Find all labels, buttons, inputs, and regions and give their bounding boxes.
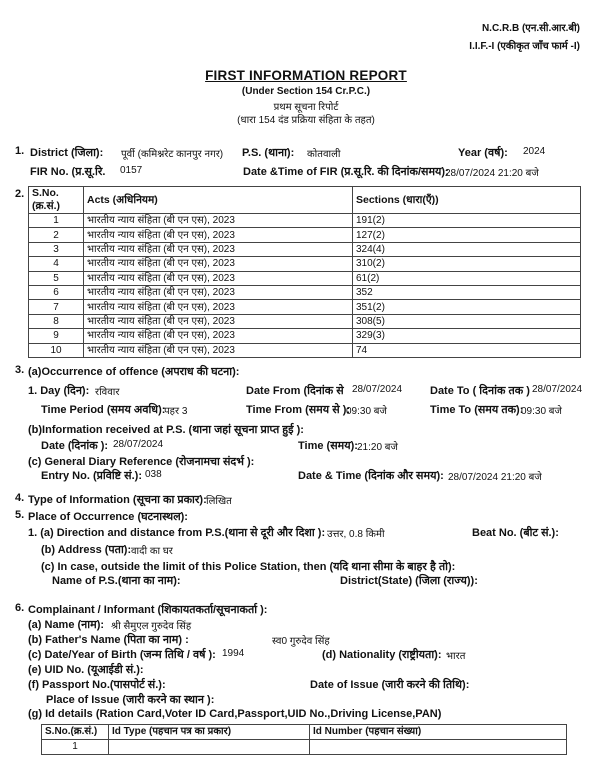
row-act: भारतीय न्याय संहिता (बी एन एस), 2023 — [84, 300, 353, 314]
iif-label: I.I.F.-I (एकीकृत जाँच फार्म -I) — [469, 41, 580, 52]
info-received-label: (b)Information received at P.S. (थाना जहां सूचना प्राप्त हुई ): — [28, 424, 304, 436]
date-to-value: 28/07/2024 — [532, 384, 583, 395]
table-row — [29, 285, 581, 299]
row-sno: 2 — [29, 228, 84, 242]
row-sno: 10 — [29, 343, 84, 357]
row-section: 324(4) — [353, 242, 581, 256]
beat-label: Beat No. (बीट सं.): — [472, 527, 559, 539]
row-act: भारतीय न्याय संहिता (बी एन एस), 2023 — [84, 228, 353, 242]
row-act: भारतीय न्याय संहिता (बी एन एस), 2023 — [84, 214, 353, 228]
row-sno: 9 — [29, 329, 84, 343]
father-name-value: स्व0 गुरुदेव सिंह — [272, 636, 330, 647]
table-row — [29, 343, 581, 357]
id-header-row — [42, 725, 567, 740]
direction-label: 1. (a) Direction and distance from P.S.(थाना से दूरी और दिशा ): — [28, 527, 326, 539]
diary-datetime-value: 28/07/2024 21:20 बजे — [448, 472, 542, 483]
ncrb-label: N.C.R.B (एन.सी.आर.बी) — [481, 23, 580, 34]
entry-no-value: 038 — [145, 469, 162, 480]
ps-label: P.S. (थाना): — [242, 147, 295, 159]
father-name-label: (b) Father's Name (पिता का नाम) : — [28, 634, 189, 646]
entry-no-label: Entry No. (प्रविष्टि सं.): — [41, 470, 142, 482]
diary-datetime-label: Date & Time (दिनांक और समय): — [298, 470, 444, 482]
row-section: 61(2) — [353, 271, 581, 285]
acts-col-sections: Sections (धारा(एँ)) — [353, 187, 581, 214]
id-row-type — [109, 740, 310, 755]
name-label: (a) Name (नाम): — [28, 619, 105, 631]
year-label: Year (वर्ष): — [458, 147, 508, 159]
row-act: भारतीय न्याय संहिता (बी एन एस), 2023 — [84, 329, 353, 343]
ps-name-label: Name of P.S.(थाना का नाम): — [52, 575, 181, 587]
direction-value: उत्तर, 0.8 किमी — [327, 529, 385, 540]
row-sno: 1 — [29, 214, 84, 228]
district-label: District (जिला): — [30, 147, 104, 159]
table-row — [29, 271, 581, 285]
dob-label: (c) Date/Year of Birth (जन्म तिथि / वर्ष ): — [28, 649, 216, 661]
hindi-title: प्रथम सूचना रिपोर्ट — [273, 102, 339, 113]
id-col-type: Id Type (पहचान पत्र का प्रकार) — [109, 725, 310, 740]
id-row-sno: 1 — [42, 740, 109, 755]
page-title: FIRST INFORMATION REPORT — [205, 68, 407, 83]
id-details-table — [41, 724, 567, 755]
outside-limit-label: (c) In case, outside the limit of this Police Station, then (यदि थाना सीमा के बाहर है तो): — [41, 561, 456, 573]
id-col-number: Id Number (पहचान संख्या) — [310, 725, 567, 740]
fir-datetime-value: 28/07/2024 21:20 बजे — [445, 168, 539, 179]
acts-col-sno: S.No. (क्र.सं.) — [29, 187, 84, 214]
row-section: 127(2) — [353, 228, 581, 242]
acts-col-acts: Acts (अधिनियम) — [84, 187, 353, 214]
row-act: भारतीय न्याय संहिता (बी एन एस), 2023 — [84, 285, 353, 299]
complainant-label: Complainant / Informant (शिकायतकर्ता/सूचनाकर्ता ): — [28, 604, 268, 616]
day-value: रविवार — [95, 387, 120, 398]
dob-value: 1994 — [222, 648, 245, 659]
table-row — [29, 242, 581, 256]
under-section: (Under Section 154 Cr.P.C.) — [241, 86, 371, 97]
nationality-label: (d) Nationality (राष्ट्रीयता): — [322, 649, 442, 661]
hindi-section: (धारा 154 दंड प्रक्रिया संहिता के तहत) — [237, 115, 375, 126]
row-section: 352 — [353, 285, 581, 299]
fir-value: 0157 — [120, 165, 143, 176]
row-act: भारतीय न्याय संहिता (बी एन एस), 2023 — [84, 343, 353, 357]
info-date-label: Date (दिनांक ): — [41, 440, 109, 452]
time-from-value: 09:30 बजे — [346, 406, 387, 417]
fir-label: FIR No. (प्र.सू.रि. — [30, 166, 106, 178]
table-row — [29, 314, 581, 328]
table-row — [42, 740, 567, 755]
time-from-label: Time From (समय से ): — [246, 404, 351, 416]
time-to-label: Time To (समय तक): — [430, 404, 524, 416]
id-col-sno: S.No.(क्र.सं.) — [42, 725, 109, 740]
issue-place-label: Place of Issue (जारी करने का स्थान ): — [46, 694, 215, 706]
info-time-label: Time (समय): — [298, 440, 358, 452]
row-act: भारतीय न्याय संहिता (बी एन एस), 2023 — [84, 271, 353, 285]
row-sno: 7 — [29, 300, 84, 314]
row-section: 351(2) — [353, 300, 581, 314]
issue-date-label: Date of Issue (जारी करने की तिथि): — [310, 679, 470, 691]
row-section: 329(3) — [353, 329, 581, 343]
sec3-number: 3. — [15, 364, 25, 376]
acts-table — [28, 186, 581, 358]
address-value: वादी का घर — [131, 546, 173, 557]
id-row-number — [310, 740, 567, 755]
row-sno: 4 — [29, 257, 84, 271]
day-label: 1. Day (दिन): — [28, 385, 90, 397]
row-section: 310(2) — [353, 257, 581, 271]
row-act: भारतीय न्याय संहिता (बी एन एस), 2023 — [84, 314, 353, 328]
district-state-label: District(State) (जिला (राज्य)): — [340, 575, 478, 587]
sec2-number: 2. — [15, 188, 25, 200]
table-row — [29, 257, 581, 271]
row-sno: 5 — [29, 271, 84, 285]
info-time-value: 21:20 बजे — [357, 442, 398, 453]
time-period-value: पहर 3 — [164, 406, 188, 417]
nationality-value: भारत — [446, 651, 466, 662]
diary-ref-label: (c) General Diary Reference (रोजनामचा संदर्भ ): — [28, 456, 255, 468]
district-value: पूर्वी (कमिश्नरेट कानपुर नगर) — [121, 149, 224, 160]
date-to-label: Date To ( दिनांक तक ) — [430, 385, 530, 397]
id-details-label: (g) Id details (Ration Card,Voter ID Card,Passport,UID No.,Driving License,PAN) — [28, 708, 442, 720]
sec1-number: 1. — [15, 145, 25, 157]
row-sno: 3 — [29, 242, 84, 256]
acts-header-row — [29, 187, 581, 214]
table-row — [29, 214, 581, 228]
row-section: 74 — [353, 343, 581, 357]
sec5-number: 5. — [15, 509, 25, 521]
row-sno: 8 — [29, 314, 84, 328]
info-date-value: 28/07/2024 — [113, 439, 164, 450]
sec6-number: 6. — [15, 602, 25, 614]
row-sno: 6 — [29, 285, 84, 299]
row-section: 191(2) — [353, 214, 581, 228]
row-section: 308(5) — [353, 314, 581, 328]
date-from-label: Date From (दिनांक से — [246, 385, 344, 397]
place-label: Place of Occurrence (घटनास्थल): — [28, 511, 188, 523]
row-act: भारतीय न्याय संहिता (बी एन एस), 2023 — [84, 242, 353, 256]
row-act: भारतीय न्याय संहिता (बी एन एस), 2023 — [84, 257, 353, 271]
ps-value: कोतवाली — [307, 149, 341, 160]
table-row — [29, 228, 581, 242]
info-type-label: Type of Information (सूचना का प्रकार): — [28, 494, 207, 506]
uid-label: (e) UID No. (यूआईडी सं.): — [28, 664, 144, 676]
date-from-value: 28/07/2024 — [352, 384, 403, 395]
fir-datetime-label: Date &Time of FIR (प्र.सू.रि. की दिनांक/समय): — [243, 166, 449, 178]
sec4-number: 4. — [15, 492, 25, 504]
table-row — [29, 300, 581, 314]
time-to-value: 09:30 बजे — [521, 406, 562, 417]
time-period-label: Time Period (समय अवधि): — [41, 404, 166, 416]
address-label: (b) Address (पता): — [41, 544, 132, 556]
name-value: श्री सैमुएल गुरुदेव सिंह — [111, 621, 192, 632]
year-value: 2024 — [523, 146, 546, 157]
table-row — [29, 329, 581, 343]
info-type-value: लिखित — [206, 496, 232, 507]
occurrence-label: (a)Occurrence of offence (अपराध की घटना): — [28, 366, 240, 378]
passport-label: (f) Passport No.(पासपोर्ट सं.): — [28, 679, 166, 691]
